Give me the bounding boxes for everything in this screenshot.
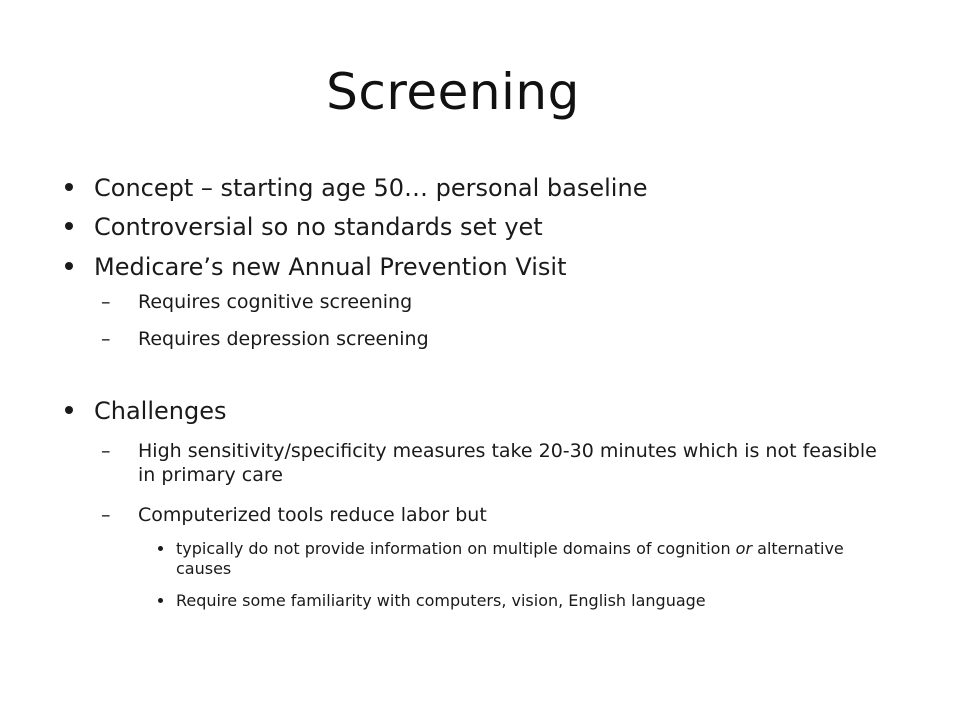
bullet-dot-icon [65,262,73,270]
dash-marker: – [101,504,111,526]
bullet-controversial [94,212,543,242]
dash-marker: – [101,291,111,313]
sub-bullet-text: Requires cognitive screening [138,291,413,313]
bullet-text: Medicare’s new Annual Prevention Visit [94,253,567,281]
bullet-dot-icon [65,406,73,414]
third-bullet-text-a: typically do not provide information on multiple domains of cognition [176,539,736,558]
sub-bullet-sensitivity [101,439,878,487]
third-bullet-familiarity [176,591,706,611]
sub-bullet-computerized [101,503,487,527]
sub-bullet-depression [101,327,429,351]
bullet-dot-icon [65,222,73,230]
third-bullet-text-b: alternative causes [176,539,844,578]
slide-title: Screening [326,63,580,121]
third-bullet-text: Require some familiarity with computers, vision, English language [176,591,706,610]
bullet-text: Concept – starting age 50… personal baseline [94,174,648,202]
sub-bullet-cognitive [101,290,413,314]
sub-bullet-text: High sensitivity/specificity measures take 20-30 minutes which is not feasible in primary care [138,440,877,486]
bullet-medicare [94,252,567,282]
third-bullet-domains [176,539,896,579]
bullet-dot-icon [158,546,163,551]
third-bullet-emphasis: or [735,539,753,558]
sub-bullet-text: Requires depression screening [138,328,429,350]
bullet-dot-icon [158,598,163,603]
bullet-text: Controversial so no standards set yet [94,213,543,241]
bullet-concept [94,173,647,203]
bullet-text: Challenges [94,397,227,425]
dash-marker: – [101,440,111,462]
bullet-challenges [94,396,227,426]
sub-bullet-text: Computerized tools reduce labor but [138,504,487,526]
bullet-dot-icon [65,183,73,191]
dash-marker: – [101,328,111,350]
